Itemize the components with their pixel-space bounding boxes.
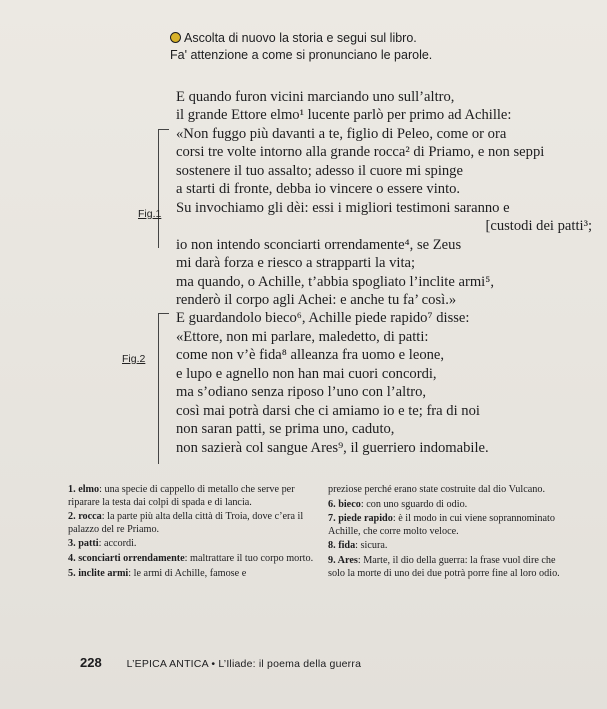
poem-line: come non v’è fida⁸ alleanza fra uomo e leone, [176,347,445,364]
poem-line: E quando furon vicini marciando uno sull’altro, [176,89,455,105]
poem-line: mi darà forza e riesco a strapparti la vita; [176,255,416,272]
page-footer [80,655,550,670]
instruction-line-2: Fa' attenzione a come si pronunciano le parole. [170,48,433,62]
poem-line: [custodi dei patti³; [485,218,592,235]
footnotes-right [328,484,568,582]
figure-label-2: Fig.2 [122,353,146,365]
poem-line: «Non fuggo più davanti a te, figlio di Peleo, come or ora [176,125,507,142]
poem-line: ma s’odiano senza riposo l’uno con l’altro, [176,384,427,401]
poem-text [176,88,596,457]
footnote: 2. rocca: la parte più alta della città di Troia, dove c’era il palazzo del re Priamo. [68,511,304,535]
running-title: L’EPICA ANTICA • L’Iliade: il poema della guerra [126,658,362,670]
poem-line: E guardandolo bieco⁶, Achille piede rapido⁷ disse: [176,310,470,327]
poem-line: a starti di fronte, debba io vincere o essere vinto. [176,181,461,198]
footnote: 4. sconciarti orrendamente: maltrattare il tuo corpo morto. [68,552,314,564]
instruction-line-1: Ascolta di nuovo la storia e segui sul libro. [170,30,432,47]
footnote: 5. inclite armi: le armi di Achille, famose e [68,567,247,579]
poem-line: il grande Ettore elmo¹ lucente parlò per primo ad Achille: [176,107,512,124]
poem-line: e lupo e agnello non han mai cuori concordi, [176,365,437,382]
footnote: 6. bieco: con uno sguardo di odio. [328,498,468,510]
footnotes-left [68,484,318,582]
listening-instructions [170,30,432,64]
footnote: 8. fida: sicura. [328,540,388,552]
poem-line: io non intendo sconciarti orrendamente⁴, se Zeus [176,236,462,253]
footnote: 7. piede rapido: è il modo in cui viene soprannominato Achille, che corre molto veloce. [328,513,555,537]
poem-line: così mai potrà darsi che ci amiamo io e te; fra di noi [176,402,480,419]
page-number: 228 [80,655,102,670]
bracket-fig2 [158,313,169,464]
poem-line: corsi tre volte intorno alla grande rocca² di Priamo, e non seppi [176,144,545,161]
footnote: 1. elmo: una specie di cappello di metallo che serve per riparare la testa dai colpi di spada e di lancia. [68,484,295,508]
figure-label-1: Fig.1 [138,208,162,220]
poem-line: Su invochiamo gli dèi: essi i migliori testimoni saranno e [176,199,510,216]
footnote: preziose perché erano state costruite dal dio Vulcano. [328,484,546,495]
poem-line: sostenere il tuo assalto; adesso il cuore mi spinge [176,162,463,179]
bullet-icon [170,32,181,43]
poem-line: non sazierà col sangue Ares⁹, il guerriero indomabile. [176,439,489,456]
footnote: 9. Ares: Marte, il dio della guerra: la frase vuol dire che solo la morte di uno dei due potrà porre fine al loro odio. [328,554,560,579]
bracket-fig1 [158,129,169,248]
poem-line: ma quando, o Achille, t’abbia spogliato l’inclite armi⁵, [176,273,494,290]
poem-line: renderò il corpo agli Achei: e anche tu fa’ così.» [176,291,457,308]
poem-line: non saran patti, se prima uno, caduto, [176,421,395,438]
poem-line: «Ettore, non mi parlare, maledetto, di patti: [176,328,429,345]
footnote: 3. patti: accordi. [68,538,137,550]
